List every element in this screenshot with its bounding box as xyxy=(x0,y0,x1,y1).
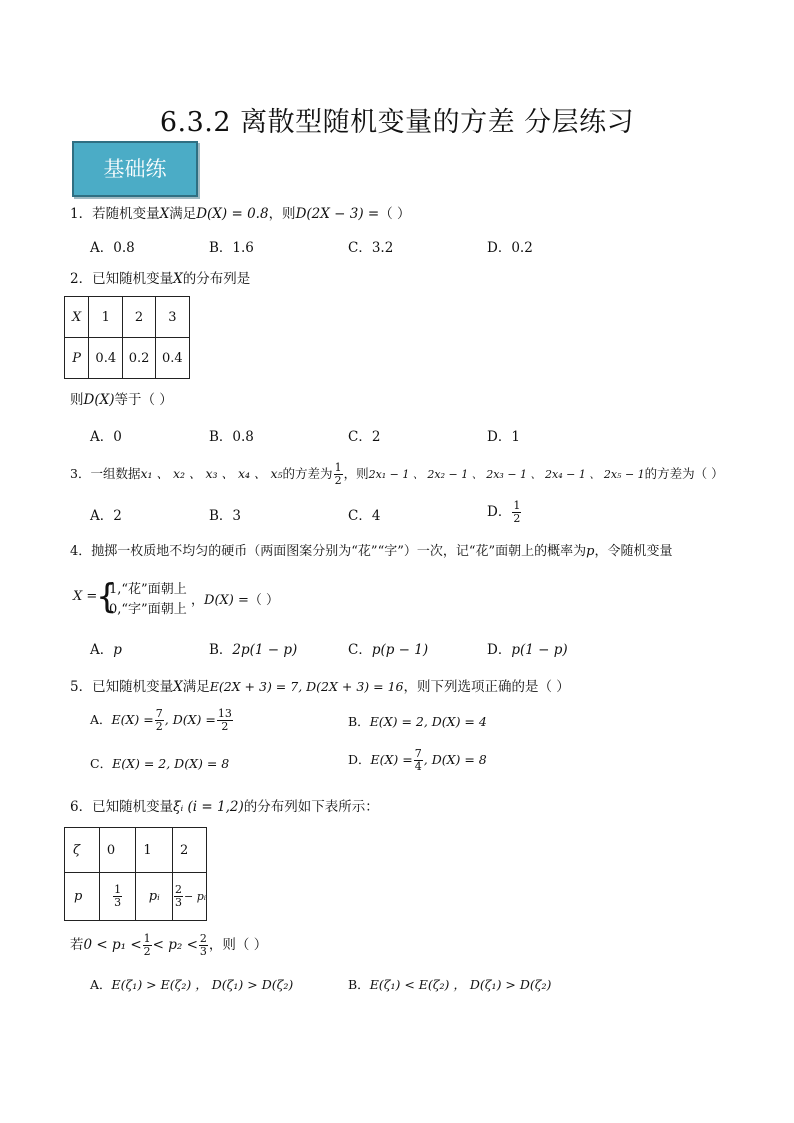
frac-num: 2 xyxy=(175,883,183,896)
q4-tail xyxy=(191,589,279,608)
q5-option-d-label: D． xyxy=(348,752,371,767)
question-6-stem xyxy=(70,798,379,816)
q6-option-b-label: B． xyxy=(348,977,370,992)
table-cell: 2 xyxy=(173,828,207,873)
frac-den: 4 xyxy=(414,760,422,773)
q5-option-b-label: B． xyxy=(348,714,370,729)
q3-option-c[interactable]: C．4 xyxy=(348,508,381,524)
q6-cond-frac-2 xyxy=(199,933,208,958)
q4-option-a[interactable] xyxy=(90,641,122,659)
q6-text-b: 的分布列如下表所示： xyxy=(243,799,379,815)
q3-option-d[interactable] xyxy=(487,500,522,525)
q6-option-b[interactable] xyxy=(348,976,551,994)
q5-option-a-e: E(X) = xyxy=(111,712,154,727)
q2-var: X xyxy=(173,271,183,287)
q2-option-b[interactable]: B．0.8 xyxy=(209,429,254,445)
q1-condition: D(X) = 0.8 xyxy=(196,206,269,222)
q3-text-a: 3．一组数据 xyxy=(70,466,141,481)
frac-den: 2 xyxy=(221,720,229,733)
q2-option-a[interactable]: A．0 xyxy=(90,429,122,445)
q5-option-d[interactable] xyxy=(348,748,487,773)
q3-fraction xyxy=(334,462,343,487)
q4-option-a-label: A． xyxy=(90,642,114,658)
q1-text-a: 1．若随机变量 xyxy=(70,206,160,222)
frac-num: 1 xyxy=(513,499,521,512)
q4-option-c[interactable] xyxy=(348,641,428,659)
frac-den: 3 xyxy=(175,896,183,909)
q1-option-d[interactable]: D．0.2 xyxy=(487,240,533,256)
q4-tail-expr: D(X) = xyxy=(204,593,249,608)
table-cell: 0.4 xyxy=(155,338,189,379)
table-cell: 0.4 xyxy=(89,338,123,379)
q3-text-d: 的方差为（ ） xyxy=(644,466,724,481)
brace-icon: { xyxy=(96,577,118,617)
q1-expression: D(2X − 3) = xyxy=(295,206,380,222)
q4-text-b: ，令随机变量 xyxy=(594,544,673,559)
q5-text-b: 满足 xyxy=(182,679,210,695)
frac-den: 2 xyxy=(155,720,163,733)
q3-option-b[interactable]: B．3 xyxy=(209,508,242,524)
q2-question-line xyxy=(70,391,173,409)
q1-option-c[interactable]: C．3.2 xyxy=(348,240,394,256)
q4-option-b[interactable] xyxy=(209,641,297,659)
q6-text-a: 6．已知随机变量 xyxy=(70,799,174,815)
q4-option-d-expr: p(1 − p) xyxy=(511,642,568,658)
q6-condition-line xyxy=(70,933,267,958)
q6-var: ξᵢ (i = 1,2) xyxy=(173,799,244,815)
q2-text-a: 2．已知随机变量 xyxy=(70,271,174,287)
q5-option-b-expr: E(X) = 2, D(X) = 4 xyxy=(369,714,487,729)
q5-option-b[interactable] xyxy=(348,713,487,731)
q5-option-a[interactable] xyxy=(90,708,234,733)
q4-option-c-expr: p(p − 1) xyxy=(371,642,429,658)
q5-text-a: 5．已知随机变量 xyxy=(70,679,174,695)
q6-cond-b: 0 < p₁ < xyxy=(83,937,142,953)
q4-case-1: 1,“花”面朝上 xyxy=(109,582,187,597)
question-4-stem xyxy=(70,543,673,561)
q3-data-transformed: 2x₁ − 1 、 2x₂ − 1 、 2x₃ − 1 、 2x₄ − 1 、 2x₅ − 1 xyxy=(368,468,645,481)
q4-option-c-label: C． xyxy=(348,642,372,658)
q5-option-a-frac-d xyxy=(217,708,233,733)
table-cell xyxy=(99,873,136,921)
q5-option-a-d: , D(X) = xyxy=(164,712,216,727)
table-cell: pᵢ xyxy=(136,873,173,921)
q6-cond-c: < p₂ < xyxy=(152,937,198,953)
q6-cell-frac-3 xyxy=(174,884,183,909)
table-cell: 1 xyxy=(89,297,123,338)
q4-option-b-expr: 2p(1 − p) xyxy=(232,642,298,658)
q2-after-expr: D(X) xyxy=(83,392,115,408)
q5-text-c: ，则下列选项正确的是（ ） xyxy=(403,679,570,695)
q1-option-a[interactable]: A．0.8 xyxy=(90,240,135,256)
q1-blank: （ ） xyxy=(379,206,411,222)
table-cell: p xyxy=(65,873,100,921)
q5-option-d-d: , D(X) = 8 xyxy=(423,752,487,767)
q4-text-a: 4．抛掷一枚质地不均匀的硬币（两面图案分别为“花”“字”）一次，记“花”面朝上的概率为 xyxy=(70,544,587,559)
question-5-stem xyxy=(70,678,570,696)
table-cell: 1 xyxy=(136,828,173,873)
frac-num: 1 xyxy=(334,461,342,474)
q2-option-c[interactable]: C．2 xyxy=(348,429,381,445)
q3-data: x₁ 、 x₂ 、 x₃ 、 x₄ 、 x₅ xyxy=(140,466,283,481)
table-cell: ζ xyxy=(65,828,100,873)
q5-option-a-frac-e xyxy=(155,708,164,733)
q2-after-a: 则 xyxy=(70,392,84,408)
q4-x-eq: X = xyxy=(73,589,98,604)
q6-cond-d: ，则（ ） xyxy=(208,937,268,953)
q3-text-b: 的方差为 xyxy=(282,466,333,481)
q4-option-d[interactable] xyxy=(487,641,568,659)
table-cell xyxy=(173,873,207,921)
question-1-stem xyxy=(70,205,411,223)
q6-cond-a: 若 xyxy=(70,937,84,953)
q4-tail-b: （ ） xyxy=(248,593,280,608)
frac-num: 7 xyxy=(155,707,163,720)
q1-option-b[interactable]: B．1.6 xyxy=(209,240,254,256)
q6-distribution-table xyxy=(64,827,207,921)
q5-option-d-e: E(X) = xyxy=(370,752,413,767)
frac-num: 7 xyxy=(414,747,422,760)
q6-cell-tail: − pᵢ xyxy=(184,890,206,903)
q1-text-c: ，则 xyxy=(268,206,296,222)
frac-num: 1 xyxy=(143,932,151,945)
page-title: 6.3.2 离散型随机变量的方差 分层练习 xyxy=(159,107,635,138)
frac-den: 3 xyxy=(199,945,207,958)
table-cell: 0.2 xyxy=(123,338,155,379)
frac-num: 13 xyxy=(217,707,232,720)
frac-den: 3 xyxy=(114,896,122,909)
table-cell: X xyxy=(65,297,89,338)
section-badge: 基础练 xyxy=(72,141,198,197)
frac-num: 1 xyxy=(114,883,122,896)
q5-option-a-label: A． xyxy=(90,712,112,727)
question-2-stem xyxy=(70,270,250,288)
q4-case-2: 0,“字”面朝上 xyxy=(109,602,187,617)
q6-cond-frac-1 xyxy=(143,933,152,958)
q4-option-d-label: D． xyxy=(487,642,512,658)
question-3-stem xyxy=(70,462,724,487)
q5-option-c-expr: E(X) = 2, D(X) = 8 xyxy=(112,756,230,771)
q6-cell-frac-1 xyxy=(113,884,122,909)
q3-option-d-fraction xyxy=(512,500,521,525)
q5-condition: E(2X + 3) = 7, D(2X + 3) = 16 xyxy=(209,679,404,694)
table-cell: 0 xyxy=(99,828,136,873)
q2-distribution-table xyxy=(64,296,190,379)
q5-option-c-label: C． xyxy=(90,756,113,771)
frac-den: 2 xyxy=(143,945,151,958)
q3-text-c: ，则 xyxy=(343,466,369,481)
frac-num: 2 xyxy=(199,932,207,945)
q6-option-a-expr: E(ζ₁) > E(ζ₂) ， D(ζ₁) > D(ζ₂) xyxy=(111,977,294,992)
table-cell: 3 xyxy=(155,297,189,338)
q1-text-b: 满足 xyxy=(169,206,197,222)
q6-option-a[interactable] xyxy=(90,976,293,994)
table-cell: P xyxy=(65,338,89,379)
q6-option-a-label: A． xyxy=(90,977,112,992)
q3-option-d-label: D． xyxy=(487,504,512,520)
q2-text-b: 的分布列是 xyxy=(182,271,251,287)
q4-option-b-label: B． xyxy=(209,642,233,658)
q3-option-a[interactable]: A．2 xyxy=(90,508,122,524)
q1-var: X xyxy=(159,206,170,222)
q5-option-c[interactable] xyxy=(90,755,229,773)
q4-tail-a: ， xyxy=(191,593,205,608)
frac-den: 2 xyxy=(513,512,521,525)
frac-den: 2 xyxy=(334,474,342,487)
q5-var: X xyxy=(173,679,183,695)
q5-option-d-frac xyxy=(414,748,423,773)
q4-option-a-expr: p xyxy=(113,642,122,658)
table-cell: 2 xyxy=(123,297,155,338)
q2-after-b: 等于（ ） xyxy=(114,392,173,408)
q4-p: p xyxy=(586,544,595,559)
q2-option-d[interactable]: D．1 xyxy=(487,429,520,445)
q6-option-b-expr: E(ζ₁) < E(ζ₂) ， D(ζ₁) > D(ζ₂) xyxy=(369,977,552,992)
